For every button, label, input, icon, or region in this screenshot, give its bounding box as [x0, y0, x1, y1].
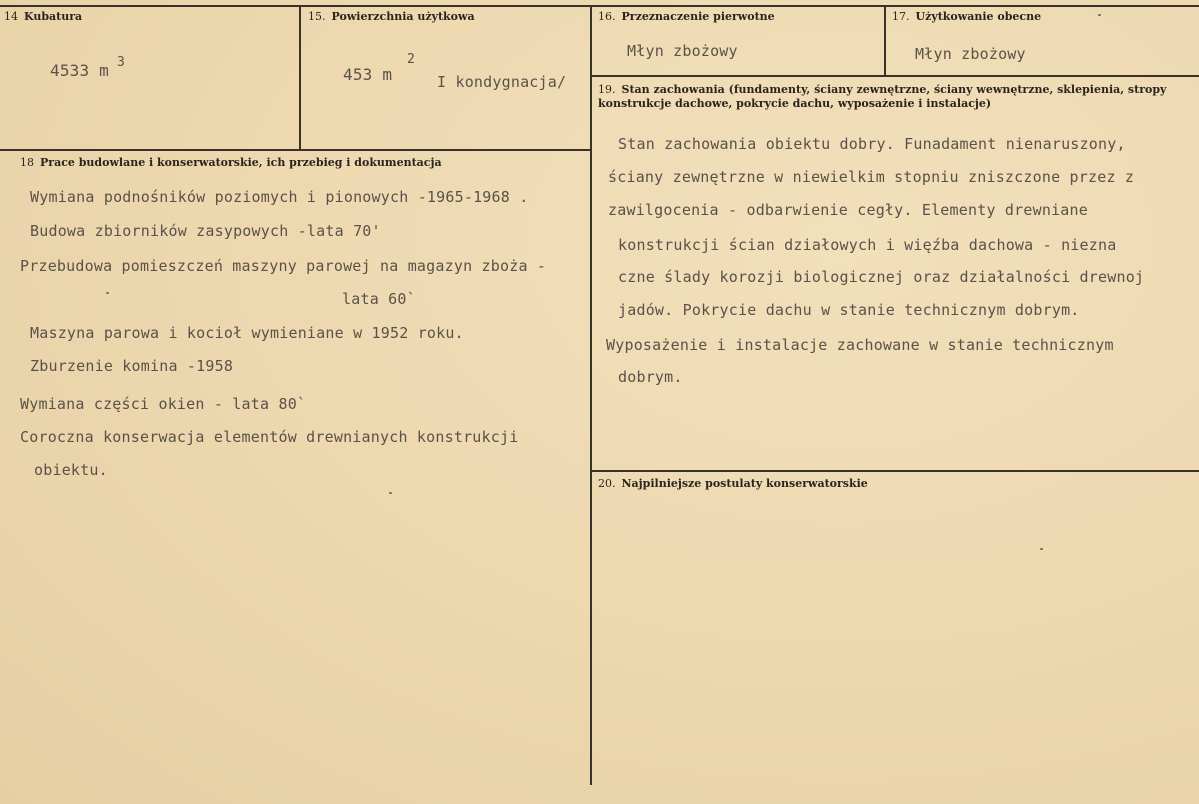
paper-speck	[106, 292, 109, 294]
field-18-line-1: Wymiana podnośników poziomych i pionowych -1965-1968 .	[30, 188, 529, 206]
field-19-line-2: ściany zewnętrzne w niewielkim stopniu zniszczone przez z	[608, 168, 1135, 186]
field-18-number: 18	[20, 156, 34, 169]
field-15-note: I kondygnacja/	[437, 73, 567, 91]
field-20-label	[598, 477, 868, 491]
field-18-line-2: Budowa zbiorników zasypowych -lata 70'	[30, 222, 381, 240]
field-14-label	[4, 10, 82, 24]
field-18-line-4: lata 60`	[342, 290, 416, 308]
field-15-label	[308, 10, 475, 24]
field-19-line-7: Wyposażenie i instalacje zachowane w stanie technicznym	[606, 336, 1114, 354]
paper-speck	[1098, 14, 1101, 16]
field-18-line-7: Wymiana części okien - lata 80`	[20, 395, 307, 413]
field-19-line-8: dobrym.	[618, 368, 683, 386]
field-17-title: Użytkowanie obecne	[915, 10, 1042, 23]
field-14-value: 4533 m	[50, 61, 109, 80]
divider-14-15	[299, 5, 301, 150]
divider-top-row-right	[591, 75, 1199, 77]
field-19-title: Stan zachowania (fundamenty, ściany zewnętrzne, ściany wewnętrzne, sklepienia, stropy konstrukcje dachowe, pokrycie dachu, wyposażenie i instalacje)	[598, 83, 1167, 110]
field-18-title: Prace budowlane i konserwatorskie, ich przebieg i dokumentacja	[40, 156, 442, 169]
field-16-title: Przeznaczenie pierwotne	[621, 10, 775, 23]
field-17-number: 17.	[892, 10, 910, 23]
divider-16-17	[884, 5, 886, 77]
field-16-value: Młyn zbożowy	[627, 42, 738, 60]
field-18-label	[20, 156, 442, 170]
field-19-number: 19.	[598, 83, 616, 96]
field-16-number: 16.	[598, 10, 616, 23]
field-15-title: Powierzchnia użytkowa	[331, 10, 475, 23]
divider-left-right	[590, 5, 592, 785]
field-15-unit-exponent: 2	[407, 52, 415, 67]
field-15-value: 453 m	[343, 65, 393, 84]
divider-19-20	[591, 470, 1199, 472]
field-18-line-5: Maszyna parowa i kocioł wymieniane w 1952 roku.	[30, 324, 464, 342]
field-18-line-8: Coroczna konserwacja elementów drewnianych konstrukcji	[20, 428, 519, 446]
field-14-title: Kubatura	[24, 10, 83, 23]
divider-top-row-left	[0, 149, 591, 151]
top-border	[0, 5, 1199, 7]
field-17-value: Młyn zbożowy	[915, 45, 1026, 63]
field-19-label	[598, 83, 1193, 111]
paper-speck	[389, 492, 392, 494]
field-18-line-6: Zburzenie komina -1958	[30, 357, 234, 375]
field-19-line-5: czne ślady korozji biologicznej oraz działalności drewnoj	[618, 268, 1145, 286]
field-18-line-3: Przebudowa pomieszczeń maszyny parowej na magazyn zboża -	[20, 257, 547, 275]
field-19-line-1: Stan zachowania obiektu dobry. Funadament nienaruszony,	[618, 135, 1126, 153]
field-15-number: 15.	[308, 10, 326, 23]
field-19-line-3: zawilgocenia - odbarwienie cegły. Elementy drewniane	[608, 201, 1088, 219]
field-17-label	[892, 10, 1041, 24]
field-18-line-9: obiektu.	[34, 461, 108, 479]
field-19-line-4: konstrukcji ścian działowych i więźba dachowa - niezna	[618, 236, 1117, 254]
field-20-title: Najpilniejsze postulaty konserwatorskie	[621, 477, 868, 490]
field-14-unit-exponent: 3	[117, 55, 125, 70]
field-20-number: 20.	[598, 477, 616, 490]
paper-speck	[1040, 548, 1043, 550]
field-14-number: 14	[4, 10, 18, 23]
field-19-line-6: jadów. Pokrycie dachu w stanie technicznym dobrym.	[618, 301, 1080, 319]
field-16-label	[598, 10, 775, 24]
